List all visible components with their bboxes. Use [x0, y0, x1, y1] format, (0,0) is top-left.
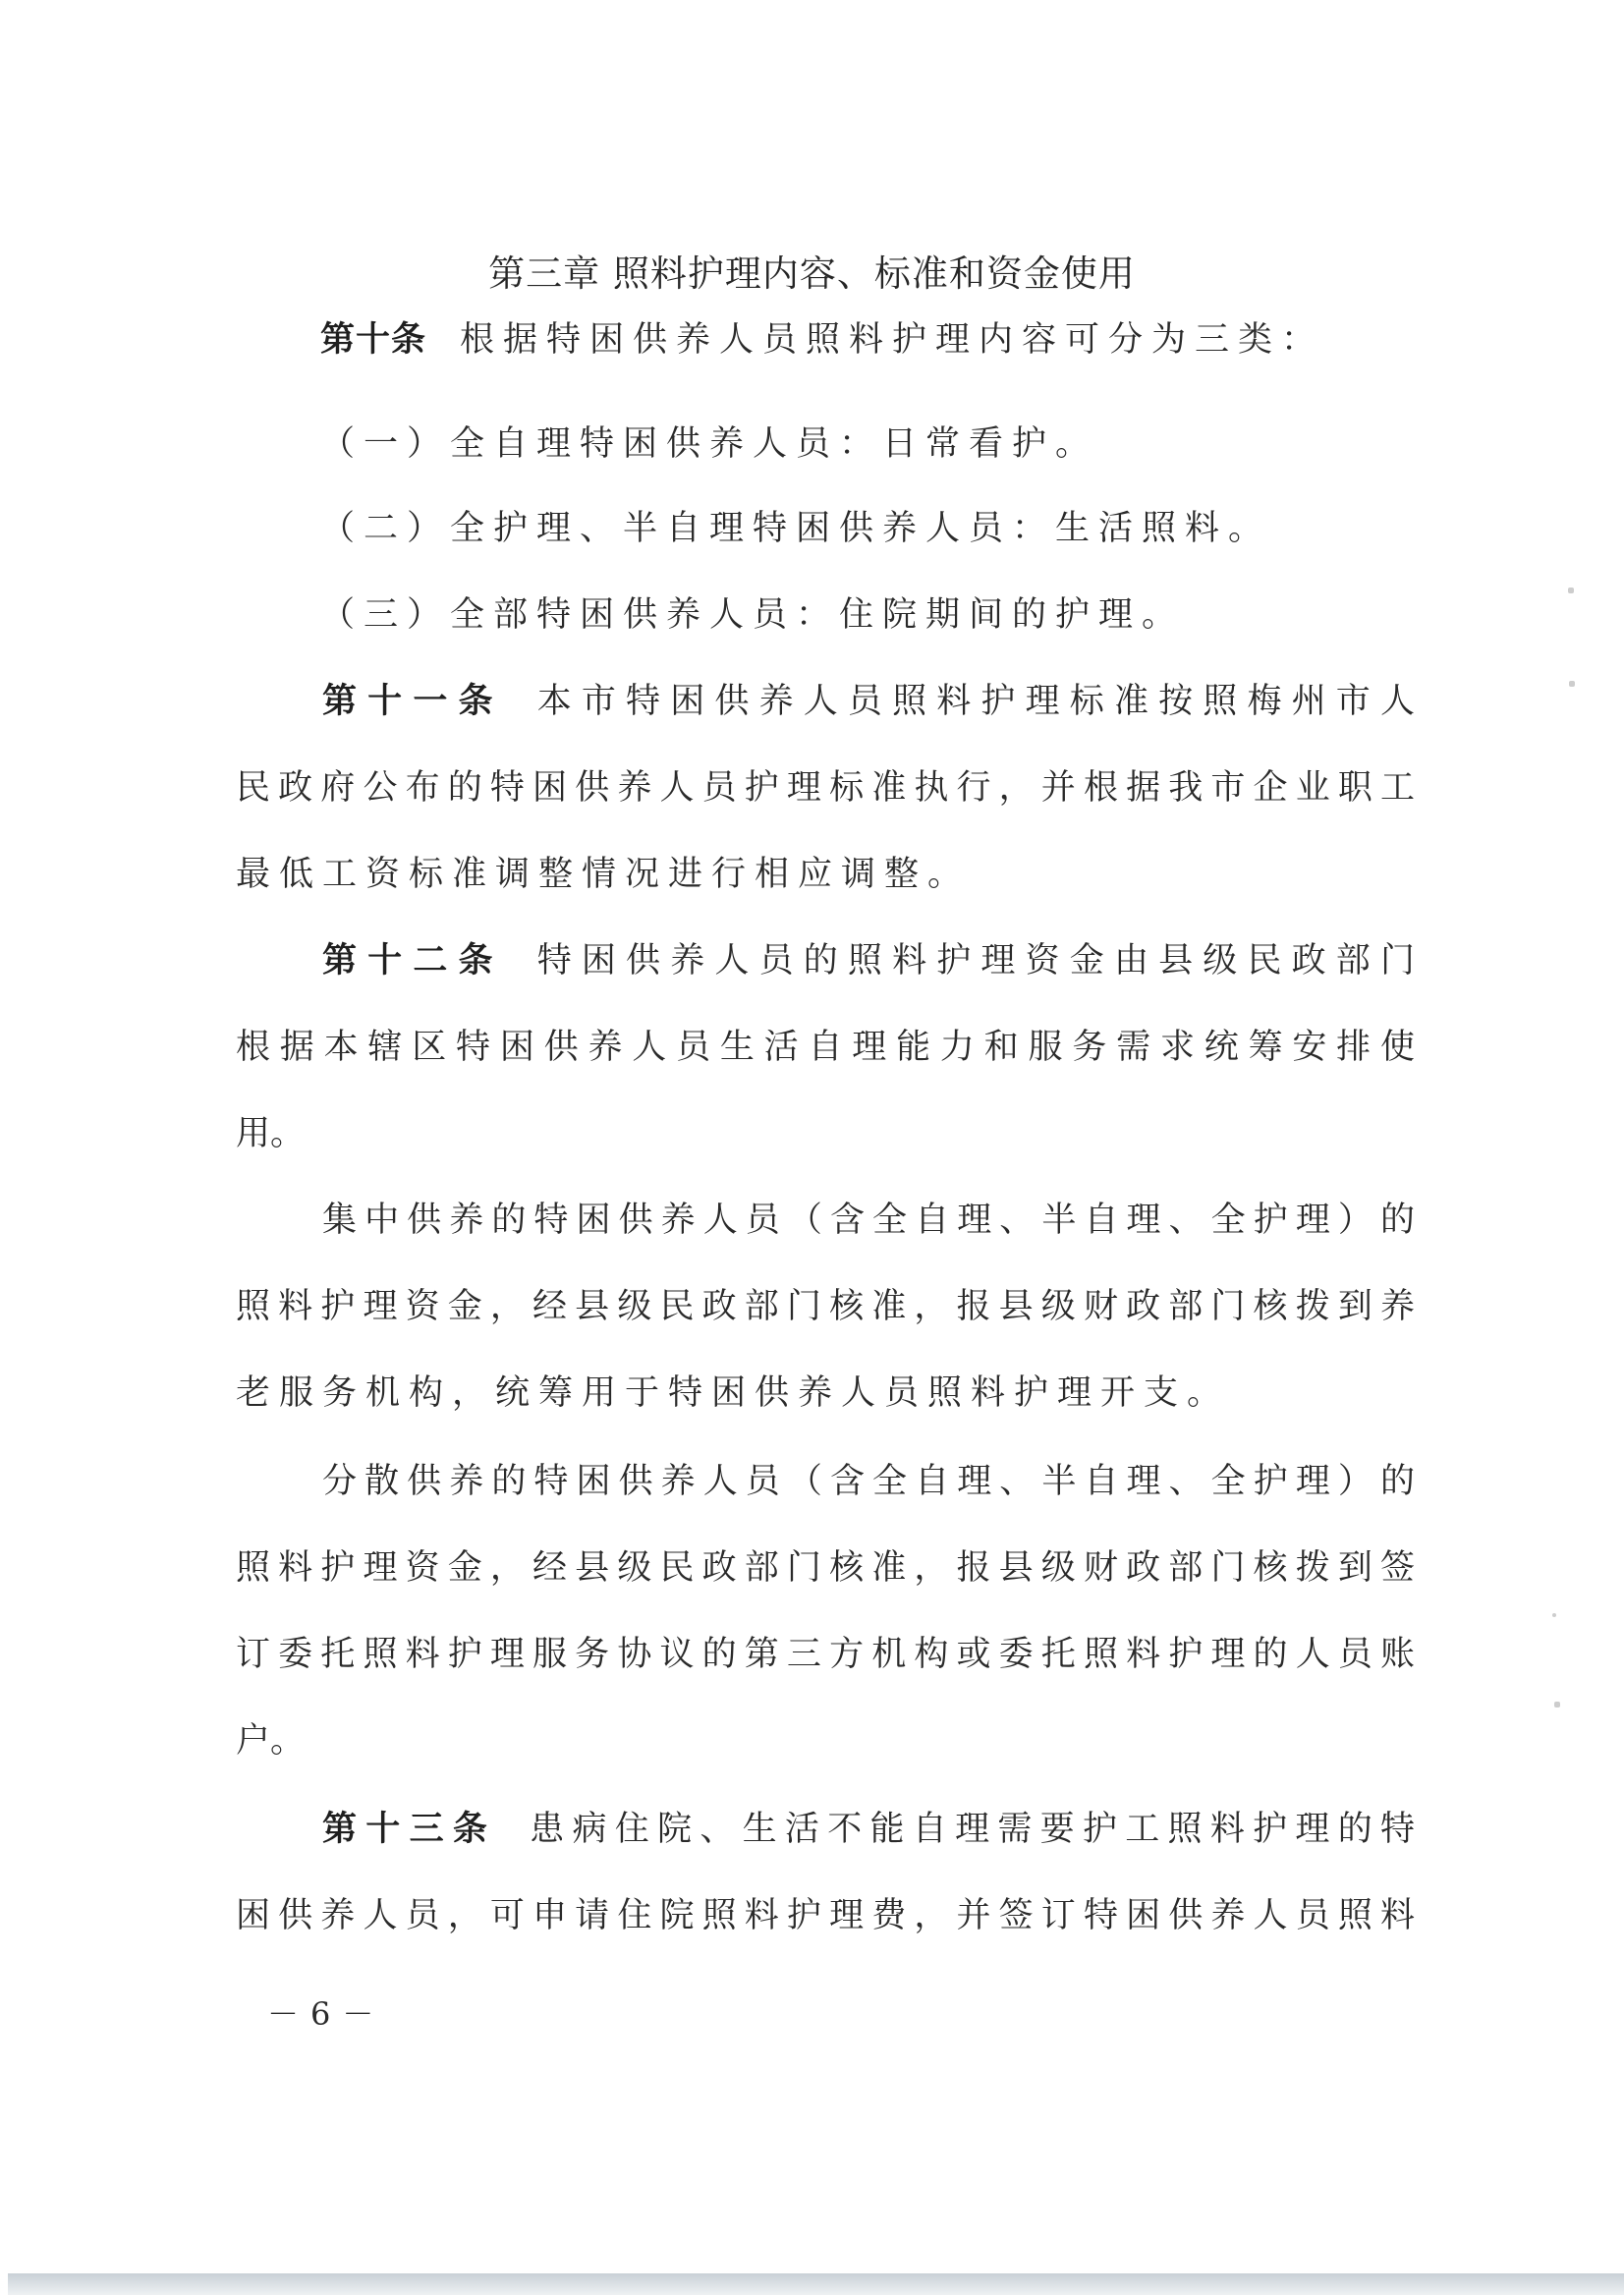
- article-12-para3-line-3: 订委托照料护理服务协议的第三方机构或委托照料护理的人员账: [236, 1635, 1415, 1674]
- article-11-text-1: 本市特困供养人员照料护理标准按照梅州市人: [536, 682, 1415, 721]
- scan-artifact: [1554, 1702, 1560, 1707]
- article-13-text-1: 患病住院、生活不能自理需要护工照料护理的特: [530, 1810, 1415, 1849]
- article-11-line-3: 最低工资标准调整情况进行相应调整。: [236, 855, 972, 894]
- scan-edge-bar: [8, 2273, 1624, 2295]
- article-10-heading: [320, 316, 1324, 364]
- article-10-text: 根据特困供养人员照料护理内容可分为三类：: [460, 320, 1325, 360]
- article-12-label: 第十二条: [322, 941, 504, 980]
- article-13-line-1: [322, 1806, 1415, 1853]
- scan-artifact: [1568, 588, 1574, 593]
- article-12-para3-line-1: 分散供养的特困供养人员（含全自理、半自理、全护理）的: [322, 1462, 1415, 1501]
- article-10-item-1: （一）全自理特困供养人员：日常看护。: [320, 424, 1099, 464]
- article-12-para2-line-2: 照料护理资金，经县级民政部门核准，报县级财政部门核拨到养: [236, 1287, 1415, 1326]
- scan-artifact: [1552, 1613, 1556, 1617]
- page-number: －6－: [267, 1995, 386, 2033]
- article-11-label: 第十一条: [322, 682, 504, 721]
- article-10-label: 第十条: [320, 320, 427, 360]
- article-11-line-2: 民政府公布的特困供养人员护理标准执行，并根据我市企业职工: [236, 768, 1415, 808]
- article-12-para3-line-2: 照料护理资金，经县级民政部门核准，报县级财政部门核拨到签: [236, 1548, 1415, 1588]
- article-13-label: 第十三条: [322, 1810, 497, 1849]
- article-12-text-1: 特困供养人员的照料护理资金由县级民政部门: [536, 941, 1415, 980]
- article-12-line-2: 根据本辖区特困供养人员生活自理能力和服务需求统筹安排使: [236, 1028, 1415, 1067]
- scan-artifact: [1569, 681, 1575, 687]
- article-12-line-3: 用。: [236, 1114, 306, 1153]
- article-13-line-2: 困供养人员，可申请住院照料护理费，并签订特困供养人员照料: [236, 1896, 1415, 1935]
- chapter-title: 第三章 照料护理内容、标准和资金使用: [488, 252, 1136, 295]
- article-11-line-1: [322, 678, 1415, 725]
- article-12-para2-line-1: 集中供养的特困供养人员（含全自理、半自理、全护理）的: [322, 1201, 1415, 1240]
- article-12-para3-line-4: 户。: [236, 1721, 306, 1761]
- article-12-para2-line-3: 老服务机构，统筹用于特困供养人员照料护理开支。: [236, 1373, 1231, 1413]
- article-10-item-3: （三）全部特困供养人员：住院期间的护理。: [320, 595, 1186, 635]
- article-10-item-2: （二）全护理、半自理特困供养人员：生活照料。: [320, 509, 1272, 548]
- article-12-line-1: [322, 937, 1415, 984]
